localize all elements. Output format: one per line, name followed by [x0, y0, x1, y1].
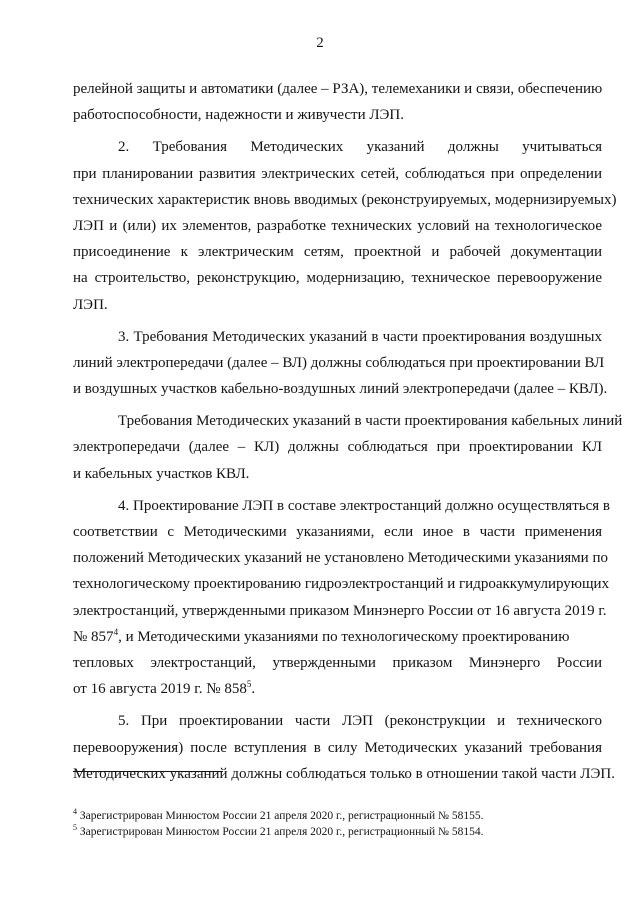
text-line	[73, 624, 602, 650]
text-line: 4. Проектирование ЛЭП в составе электростанций должно осуществляться в	[118, 497, 610, 514]
text-line: электропередачи (далее – КЛ) должны соблюдаться при проектировании КЛ	[73, 439, 602, 456]
text-line: ЛЭП и (или) их элементов, разработке технических условий на технологическое	[73, 217, 602, 234]
text-line: тепловых электростанций, утвержденными приказом Минэнерго России	[73, 654, 602, 671]
text-line: линий электропередачи (далее – ВЛ) должны соблюдаться при проектировании ВЛ	[73, 354, 605, 371]
footnote-5	[73, 824, 602, 840]
text-line: положений Методических указаний не установлено Методическими указаниями по	[73, 550, 608, 567]
text-line: на строительство, реконструкцию, модернизацию, техническое перевооружение	[73, 270, 602, 287]
text-line: перевооружения) после вступления в силу Методических указаний требования	[73, 739, 602, 756]
text-line	[73, 676, 602, 702]
text-line: релейной защиты и автоматики (далее – РЗА), телемеханики и связи, обеспечению	[73, 81, 603, 97]
text-line: соответствии с Методическими указаниями, если иное в части применения	[73, 524, 602, 540]
text-line: и воздушных участков кабельно-воздушных линий электропередачи (далее – КВЛ).	[73, 381, 608, 398]
paragraph-5	[73, 493, 610, 703]
text-line: технологическому проектированию гидроэлектростанций и гидроаккумулирующих	[73, 576, 610, 593]
page-number: 2	[316, 35, 324, 51]
footnote-ref-5[interactable]: 5	[246, 679, 252, 690]
text-line: Требования Методических указаний в части проектирования кабельных линий	[118, 413, 623, 430]
paragraph-3	[73, 324, 608, 403]
paragraph-4	[73, 408, 623, 487]
text-line: электростанций, утвержденными приказом Минэнерго России от 16 августа 2019 г.	[73, 602, 607, 619]
footnote-text: Зарегистрирован Минюстом России 21 апреля 2020 г., регистрационный № 58154.	[77, 826, 484, 838]
footnote-separator	[73, 771, 223, 772]
paragraph-2	[73, 134, 617, 317]
text-line: 3. Требования Методических указаний в части проектирования воздушных	[118, 328, 602, 345]
footnote-text: Зарегистрирован Минюстом России 21 апреля 2020 г., регистрационный № 58155.	[77, 810, 484, 822]
text-fragment: .	[251, 681, 256, 698]
text-line: и кабельных участков КВЛ.	[73, 465, 250, 482]
footnote-4	[73, 808, 602, 824]
footnotes	[73, 808, 602, 840]
footnote-mark: 5	[73, 823, 77, 833]
text-fragment: от 16 августа 2019 г. № 858	[73, 681, 247, 698]
body-text	[73, 76, 623, 787]
text-fragment: № 857	[73, 628, 114, 645]
text-line: работоспособности, надежности и живучести ЛЭП.	[73, 107, 405, 124]
text-line: технических характеристик вновь вводимых (реконструируемых, модернизируемых)	[73, 191, 617, 208]
text-line: Методических указаний должны соблюдаться только в отношении такой части ЛЭП.	[73, 765, 615, 782]
text-line: при планировании развития электрических сетей, соблюдаться при определении	[73, 165, 602, 182]
paragraph-6	[73, 708, 615, 787]
text-line: 5. При проектировании части ЛЭП (реконструкции и технического	[118, 713, 602, 730]
text-line: 2. Требования Методических указаний должны учитываться	[118, 139, 602, 156]
text-fragment: , и Методическими указаниями по технологическому проектированию	[118, 628, 570, 645]
text-line: ЛЭП.	[73, 296, 108, 313]
text-line: присоединение к электрическим сетям, проектной и рабочей документации	[73, 244, 602, 261]
footnote-mark: 4	[73, 807, 77, 817]
footnote-ref-4[interactable]: 4	[113, 626, 119, 637]
paragraph-1	[73, 76, 602, 128]
